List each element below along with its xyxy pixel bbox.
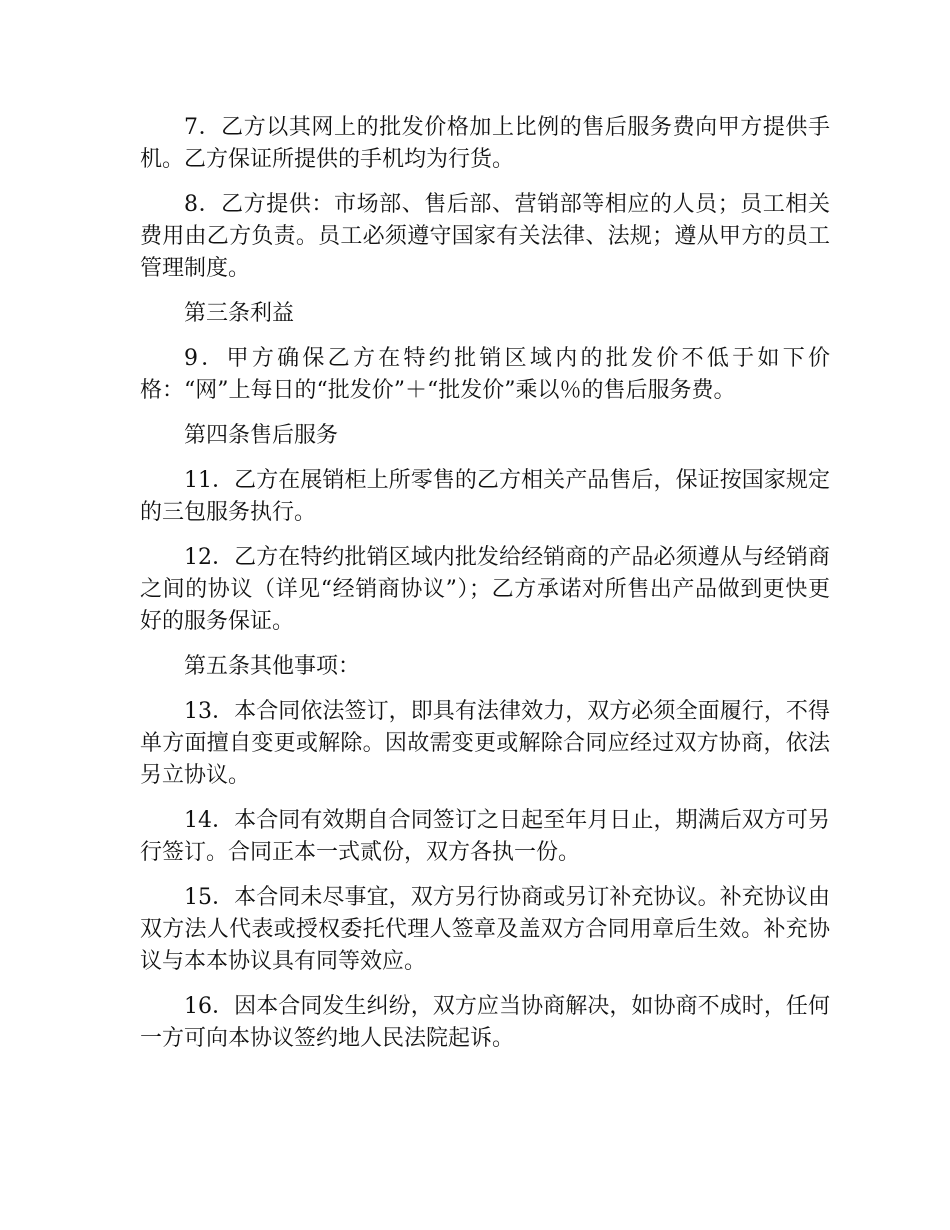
clause-12: 12．乙方在特约批销区域内批发给经销商的产品必须遵从与经销商之间的协议（详见“经销商协议”）；乙方承诺对所售出产品做到更快更好的服务保证。: [140, 545, 830, 634]
clause-11: 11．乙方在展销柜上所零售的乙方相关产品售后，保证按国家规定的三包服务执行。: [140, 468, 830, 525]
clause-14: 14．本合同有效期自合同签订之日起至年月日止，期满后双方可另行签订。合同正本一式贰份，双方各执一份。: [140, 808, 830, 865]
section-heading-3: 第三条利益: [184, 301, 295, 326]
clause-8: 8．乙方提供：市场部、售后部、营销部等相应的人员；员工相关费用由乙方负责。员工必须遵守国家有关法律、法规；遵从甲方的员工管理制度。: [140, 192, 830, 281]
section-heading-4: 第四条售后服务: [184, 423, 339, 448]
section-heading-5: 第五条其他事项：: [184, 654, 361, 679]
document-body: [140, 112, 830, 1068]
clause-13: 13．本合同依法签订，即具有法律效力，双方必须全面履行，不得单方面擅自变更或解除。因故需变更或解除合同应经过双方协商，依法另立协议。: [140, 699, 830, 788]
clause-7: 7．乙方以其网上的批发价格加上比例的售后服务费向甲方提供手机。乙方保证所提供的手机均为行货。: [140, 115, 830, 172]
clause-9: 9．甲方确保乙方在特约批销区域内的批发价不低于如下价格：“网”上每日的“批发价”＋“批发价”乘以％的售后服务费。: [140, 346, 830, 403]
clause-15: 15．本合同未尽事宜，双方另行协商或另订补充协议。补充协议由双方法人代表或授权委托代理人签章及盖双方合同用章后生效。补充协议与本本协议具有同等效应。: [140, 885, 830, 974]
clause-16: 16．因本合同发生纠纷，双方应当协商解决，如协商不成时，任何一方可向本协议签约地人民法院起诉。: [140, 994, 830, 1051]
